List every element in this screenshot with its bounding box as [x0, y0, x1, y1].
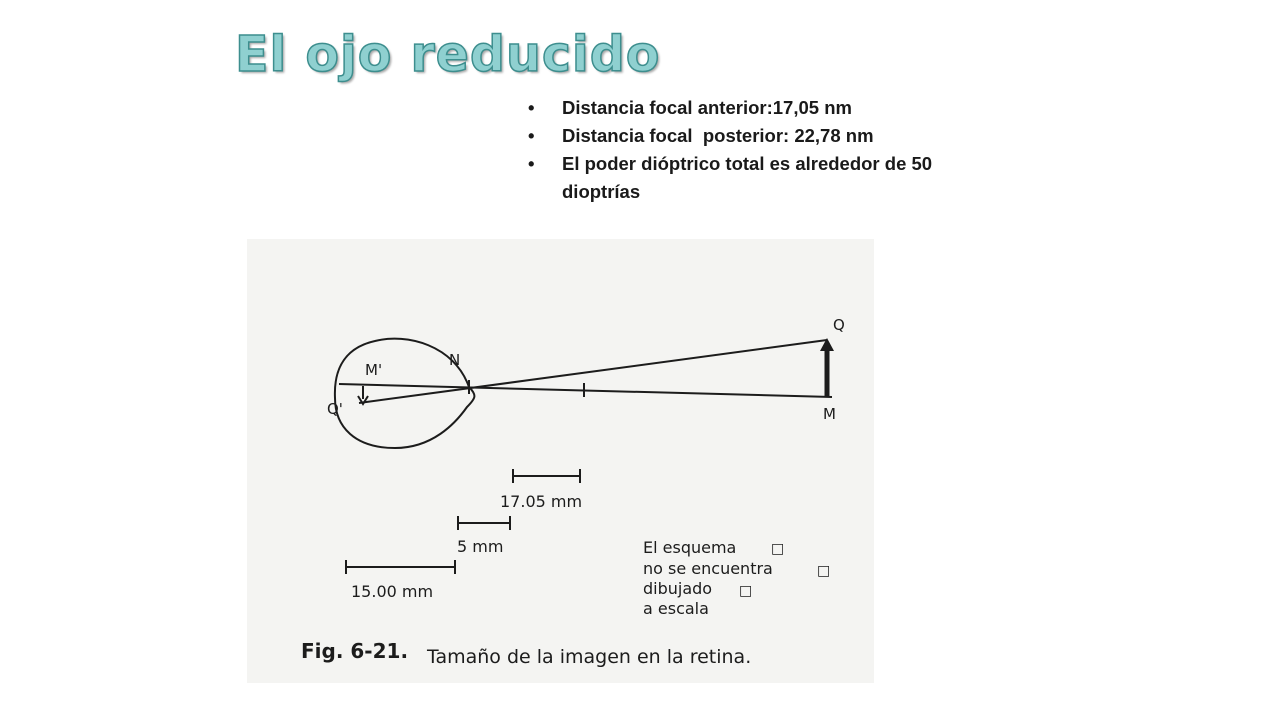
scale-label-17-05mm: 17.05 mm [500, 492, 583, 511]
bullet-dioptric-power: • El poder dióptrico total es alrededor de 50 dioptrías [528, 150, 998, 206]
scale-bar-5mm [458, 516, 510, 530]
bullet-anterior-focal-distance: • Distancia focal anterior:17,05 nm [528, 94, 998, 122]
note-box-1: □ [771, 541, 785, 557]
reduced-eye-diagram [247, 239, 874, 683]
scale-label-15-00mm: 15.00 mm [351, 582, 434, 601]
slide-title: El ojo reducido [235, 26, 661, 83]
bullet-list [528, 94, 998, 206]
figure-caption-number: Fig. 6-21. [301, 639, 409, 663]
note-box-2: □ [817, 563, 831, 579]
scale-bar-15-00mm [346, 560, 455, 574]
label-m: M [823, 405, 836, 423]
label-q: Q [833, 316, 845, 334]
label-q-prime: Q' [327, 400, 343, 418]
label-m-prime: M' [365, 361, 383, 379]
note-line-1: El esquema [643, 538, 737, 557]
note-box-3: □ [739, 583, 753, 599]
reduced-eye-figure [247, 239, 874, 683]
scale-bar-17-05mm [513, 469, 580, 483]
bullet-posterior-focal-distance: • Distancia focal posterior: 22,78 nm [528, 122, 998, 150]
scale-label-5mm: 5 mm [457, 537, 504, 556]
ray-upper [359, 340, 827, 403]
note-line-4: a escala [643, 599, 709, 618]
figure-caption-text: Tamaño de la imagen en la retina. [427, 646, 752, 668]
note-line-2: no se encuentra [643, 559, 773, 578]
note-line-3: dibujado [643, 579, 713, 598]
label-n: N [449, 351, 461, 369]
